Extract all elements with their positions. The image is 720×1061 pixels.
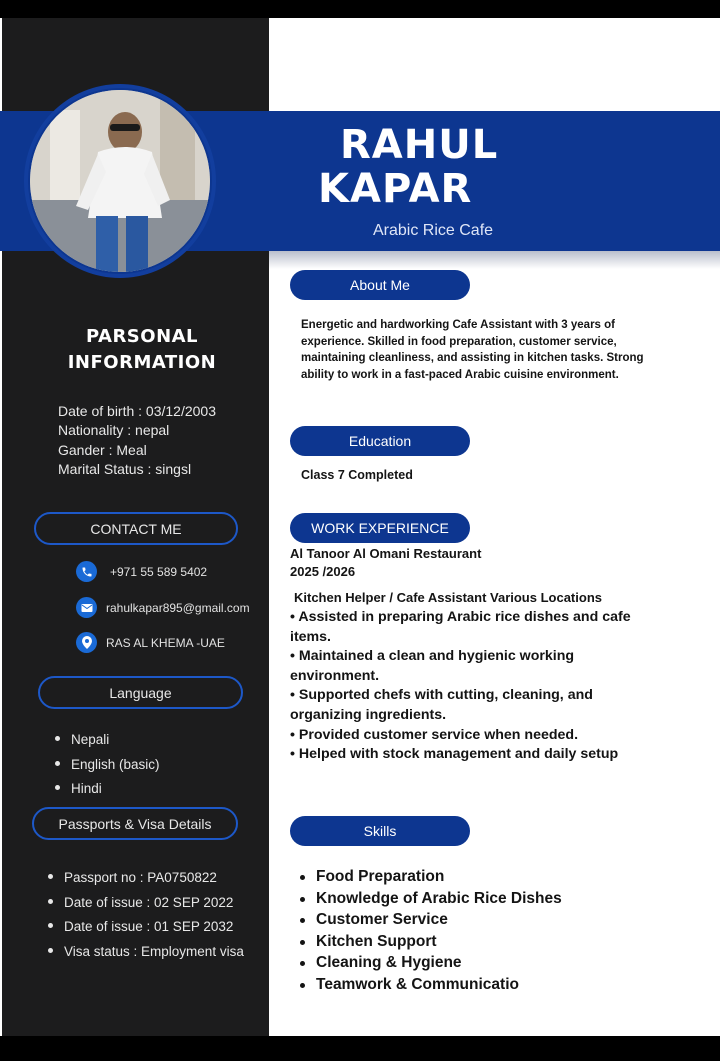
phone-icon (76, 561, 97, 582)
marital-status: Marital Status : singsl (58, 460, 192, 477)
profile-photo (24, 84, 216, 278)
gender: Gander : Meal (58, 441, 147, 458)
contact-heading: CONTACT ME (34, 512, 238, 545)
contact-location (76, 632, 225, 653)
work-duty: • Supported chefs with cutting, cleaning, and organizing ingredients. (290, 687, 593, 723)
issue-date: Date of issue : 02 SEP 2022 (48, 891, 244, 916)
name-first: RAHUL (340, 122, 499, 168)
about-text: Energetic and hardworking Cafe Assistant with 3 years of experience. Skilled in food preparation, customer service, maintaining cleanliness, and assisting in kitchen tasks. Strong ability to work in a fast-paced Arabic cuisine environment. (301, 319, 644, 381)
about-heading: About Me (290, 270, 470, 300)
passport-list (48, 866, 244, 964)
phone-number: +971 55 589 5402 (110, 564, 208, 579)
work-duty: • Provided customer service when needed. (290, 726, 579, 743)
work-duties (290, 608, 652, 765)
work-duty: • Maintained a clean and hygienic working environment. (290, 648, 575, 684)
location-text: RAS AL KHEMA -UAE (106, 635, 225, 650)
avatar (30, 90, 210, 272)
resume-page (0, 18, 720, 1036)
work-company-block (290, 545, 481, 580)
language-item: Nepali (55, 728, 160, 753)
passport-heading: Passports & Visa Details (32, 807, 238, 840)
work-role: Kitchen Helper / Cafe Assistant Various Locations (294, 590, 602, 605)
skill-item: Knowledge of Arabic Rice Dishes (300, 888, 600, 910)
skill-item: Teamwork & Communicatio (300, 974, 600, 996)
email-address: rahulkapar895@gmail.com (106, 600, 250, 615)
language-list (55, 728, 160, 802)
work-heading: WORK EXPERIENCE (290, 513, 470, 543)
email-icon (76, 597, 97, 618)
subtitle: Arabic Rice Cafe (373, 222, 494, 239)
skill-item: Food Preparation (300, 866, 600, 888)
contact-email[interactable] (76, 597, 250, 618)
work-company: Al Tanoor Al Omani Restaurant (290, 546, 482, 561)
nationality: Nationality : nepal (58, 422, 170, 439)
personal-info-title-line2: INFORMATION (67, 352, 217, 373)
personal-info-list (58, 402, 216, 479)
language-item: English (basic) (55, 753, 160, 778)
date-of-birth: Date of birth : 03/12/2003 (58, 403, 216, 419)
work-period: 2025 /2026 (290, 563, 356, 579)
personal-info-title (2, 324, 282, 376)
passport-number: Passport no : PA0750822 (48, 866, 244, 891)
skill-item: Customer Service (300, 909, 600, 931)
education-heading: Education (290, 426, 470, 456)
language-item: Hindi (55, 777, 160, 802)
contact-phone[interactable] (76, 561, 207, 582)
work-duty: • Assisted in preparing Arabic rice dishes and cafe items. (290, 609, 631, 645)
skill-item: Kitchen Support (300, 931, 600, 953)
location-pin-icon (76, 632, 97, 653)
language-heading: Language (38, 676, 243, 709)
visa-status: Visa status : Employment visa (48, 940, 244, 965)
skill-item: Cleaning & Hygiene (300, 952, 600, 974)
skills-list (300, 866, 600, 996)
work-duty: • Helped with stock management and daily setup (290, 746, 619, 763)
skills-heading: Skills (290, 816, 470, 846)
education-text: Class 7 Completed (301, 468, 413, 482)
name-last: KAPAR (318, 166, 473, 212)
banner-shadow (269, 251, 720, 269)
personal-info-title-line1: PARSONAL (85, 326, 199, 347)
expiry-date: Date of issue : 01 SEP 2032 (48, 915, 244, 940)
